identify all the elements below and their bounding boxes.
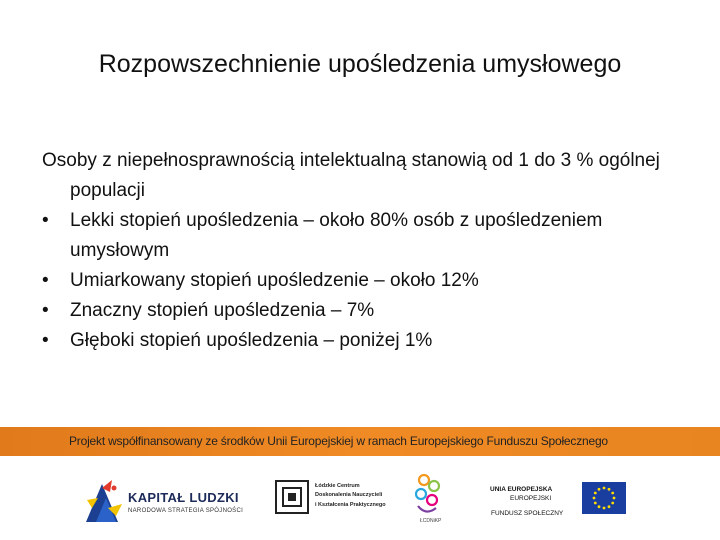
colorful-mark-caption: ŁCDNiKP <box>420 518 442 524</box>
bullet-item <box>42 206 692 266</box>
kapital-ludzki-icon <box>82 478 126 524</box>
eu-stars-icon <box>582 482 626 514</box>
bullet-item <box>42 326 692 356</box>
bullet-text: Głęboki stopień upośledzenia – poniżej 1% <box>70 330 433 351</box>
funding-banner <box>0 427 720 456</box>
lcdnikp-square-icon <box>275 480 309 514</box>
lcdnikp-logo <box>275 480 386 524</box>
bullet-marker: • <box>42 300 49 321</box>
lcdnikp-line: Łódzkie Centrum <box>315 483 360 489</box>
kapital-ludzki-name: KAPITAŁ LUDZKI <box>128 490 239 505</box>
slide-title: Rozpowszechnienie upośledzenia umysłowego <box>98 50 622 78</box>
eu-fund-name: FUNDUSZ SPOŁECZNY <box>491 510 564 517</box>
bullet-text: Umiarkowany stopień upośledzenie – około 12% <box>70 270 479 291</box>
colorful-mark-icon <box>412 472 442 518</box>
bullet-text: Znaczny stopień upośledzenia – 7% <box>70 300 375 321</box>
logo-strip <box>0 470 720 530</box>
colorful-mark-logo <box>412 472 442 524</box>
funding-banner-text: Projekt współfinansowany ze środków Unii Europejskiej w ramach Europejskiego Funduszu Społecznego <box>69 434 608 448</box>
bullet-marker: • <box>42 270 49 291</box>
kapital-ludzki-subtitle: NARODOWA STRATEGIA SPÓJNOŚCI <box>128 508 244 514</box>
bullet-item <box>42 296 692 326</box>
eu-logo <box>488 482 628 522</box>
eu-line: EUROPEJSKI <box>510 495 552 502</box>
bullet-marker: • <box>42 210 49 231</box>
bullet-marker: • <box>42 330 49 351</box>
kapital-ludzki-logo <box>82 478 262 524</box>
slide-body <box>42 146 692 356</box>
eu-flag-icon <box>582 482 626 514</box>
eu-name: UNIA EUROPEJSKA <box>490 486 553 493</box>
intro-paragraph: Osoby z niepełnosprawnością intelektualną stanowią od 1 do 3 % ogólnej populacji <box>42 150 660 201</box>
bullet-text: Lekki stopień upośledzenia – około 80% osób z upośledzeniem umysłowym <box>70 210 603 261</box>
bullet-item <box>42 266 692 296</box>
lcdnikp-line: i Kształcenia Praktycznego <box>315 502 386 508</box>
lcdnikp-line: Doskonalenia Nauczycieli <box>315 492 383 498</box>
